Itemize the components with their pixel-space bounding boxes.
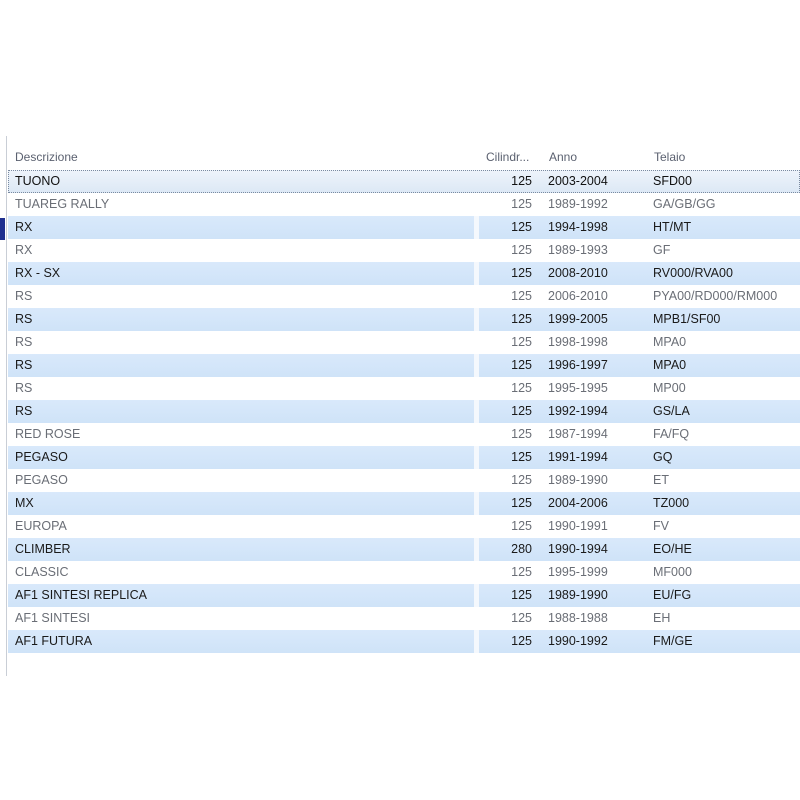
cell-telaio: MP00 bbox=[653, 381, 686, 395]
cell-telaio: ET bbox=[653, 473, 669, 487]
table-row[interactable] bbox=[8, 170, 800, 193]
cell-cilindrata: 125 bbox=[511, 519, 532, 533]
cell-telaio: GQ bbox=[653, 450, 673, 464]
cell-telaio: FV bbox=[653, 519, 669, 533]
cell-telaio: EO/HE bbox=[653, 542, 692, 556]
cell-cilindrata: 125 bbox=[511, 335, 532, 349]
table-row[interactable] bbox=[8, 262, 800, 285]
cell-descrizione: RS bbox=[15, 335, 33, 349]
cell-anno: 1996-1997 bbox=[548, 358, 608, 372]
cell-anno: 1991-1994 bbox=[548, 450, 608, 464]
column-header-anno[interactable]: Anno bbox=[549, 150, 578, 164]
cell-telaio: PYA00/RD000/RM000 bbox=[653, 289, 778, 303]
cell-cilindrata: 125 bbox=[511, 450, 532, 464]
cell-cilindrata: 125 bbox=[511, 381, 532, 395]
cell-anno: 1992-1994 bbox=[548, 404, 608, 418]
cell-descrizione: RS bbox=[15, 289, 33, 303]
table-row[interactable] bbox=[8, 193, 800, 216]
cell-cilindrata: 125 bbox=[511, 588, 532, 602]
models-table bbox=[8, 144, 800, 653]
table-row[interactable] bbox=[8, 630, 800, 653]
cell-cilindrata: 125 bbox=[511, 634, 532, 648]
table-row[interactable] bbox=[8, 607, 800, 630]
cell-anno: 1990-1991 bbox=[548, 519, 608, 533]
cell-telaio: FA/FQ bbox=[653, 427, 690, 441]
cell-anno: 2006-2010 bbox=[548, 289, 608, 303]
cell-descrizione: RED ROSE bbox=[15, 427, 81, 441]
cell-telaio: GF bbox=[653, 243, 671, 257]
cell-cilindrata: 125 bbox=[511, 496, 532, 510]
cell-descrizione: TUAREG RALLY bbox=[15, 197, 110, 211]
cell-telaio: GS/LA bbox=[653, 404, 690, 418]
cell-cilindrata: 125 bbox=[511, 289, 532, 303]
cell-descrizione: MX bbox=[15, 496, 34, 510]
table-row[interactable] bbox=[8, 331, 800, 354]
cell-descrizione: EUROPA bbox=[15, 519, 67, 533]
cell-anno: 1989-1993 bbox=[548, 243, 608, 257]
cell-anno: 1995-1999 bbox=[548, 565, 608, 579]
cell-descrizione: AF1 SINTESI REPLICA bbox=[15, 588, 147, 602]
cell-cilindrata: 125 bbox=[511, 473, 532, 487]
cell-cilindrata: 125 bbox=[511, 565, 532, 579]
cell-cilindrata: 125 bbox=[511, 243, 532, 257]
cell-telaio: MF000 bbox=[653, 565, 692, 579]
table-row[interactable] bbox=[8, 584, 800, 607]
cell-anno: 1987-1994 bbox=[548, 427, 608, 441]
table-row[interactable] bbox=[8, 492, 800, 515]
cell-telaio: RV000/RVA00 bbox=[653, 266, 733, 280]
table-row[interactable] bbox=[8, 446, 800, 469]
cell-cilindrata: 125 bbox=[511, 404, 532, 418]
cell-anno: 2004-2006 bbox=[548, 496, 608, 510]
cell-telaio: FM/GE bbox=[653, 634, 693, 648]
cell-descrizione: CLASSIC bbox=[15, 565, 69, 579]
cell-descrizione: RS bbox=[15, 312, 33, 326]
cell-descrizione: RS bbox=[15, 404, 33, 418]
cell-cilindrata: 125 bbox=[511, 427, 532, 441]
cell-descrizione: TUONO bbox=[15, 174, 61, 188]
cell-anno: 1989-1990 bbox=[548, 473, 608, 487]
cell-telaio: EH bbox=[653, 611, 671, 625]
cell-descrizione: RS bbox=[15, 358, 33, 372]
cell-descrizione: AF1 FUTURA bbox=[15, 634, 93, 648]
table-row[interactable] bbox=[8, 538, 800, 561]
table-row[interactable] bbox=[8, 285, 800, 308]
cell-descrizione: RX bbox=[15, 243, 33, 257]
cell-descrizione: RX - SX bbox=[15, 266, 61, 280]
cell-anno: 2003-2004 bbox=[548, 174, 608, 188]
cell-descrizione: PEGASO bbox=[15, 473, 68, 487]
cell-descrizione: CLIMBER bbox=[15, 542, 71, 556]
cell-descrizione: RS bbox=[15, 381, 33, 395]
cell-anno: 1994-1998 bbox=[548, 220, 608, 234]
cell-telaio: MPB1/SF00 bbox=[653, 312, 721, 326]
table-row[interactable] bbox=[8, 423, 800, 446]
table-row[interactable] bbox=[8, 239, 800, 262]
cell-telaio: EU/FG bbox=[653, 588, 692, 602]
cell-telaio: SFD00 bbox=[653, 174, 692, 188]
table-row[interactable] bbox=[8, 561, 800, 584]
cell-anno: 1990-1992 bbox=[548, 634, 608, 648]
cell-cilindrata: 280 bbox=[511, 542, 532, 556]
table-row[interactable] bbox=[8, 400, 800, 423]
cell-telaio: MPA0 bbox=[653, 335, 687, 349]
cell-anno: 1989-1992 bbox=[548, 197, 608, 211]
cell-anno: 1988-1988 bbox=[548, 611, 608, 625]
cell-telaio: GA/GB/GG bbox=[653, 197, 716, 211]
cell-descrizione: RX bbox=[15, 220, 33, 234]
cell-anno: 1989-1990 bbox=[548, 588, 608, 602]
cell-cilindrata: 125 bbox=[511, 266, 532, 280]
cell-telaio: HT/MT bbox=[653, 220, 692, 234]
cell-anno: 1998-1998 bbox=[548, 335, 608, 349]
table-row[interactable] bbox=[8, 377, 800, 400]
cell-cilindrata: 125 bbox=[511, 174, 532, 188]
table-row[interactable] bbox=[8, 469, 800, 492]
column-header-telaio[interactable]: Telaio bbox=[654, 150, 686, 164]
column-header-descrizione[interactable]: Descrizione bbox=[15, 150, 78, 164]
cell-anno: 2008-2010 bbox=[548, 266, 608, 280]
table-header bbox=[8, 144, 800, 170]
cell-anno: 1995-1995 bbox=[548, 381, 608, 395]
cell-descrizione: AF1 SINTESI bbox=[15, 611, 91, 625]
table-row[interactable] bbox=[8, 308, 800, 331]
cell-cilindrata: 125 bbox=[511, 220, 532, 234]
cell-telaio: MPA0 bbox=[653, 358, 687, 372]
selection-marker bbox=[0, 218, 5, 240]
cell-descrizione: PEGASO bbox=[15, 450, 68, 464]
cell-anno: 1990-1994 bbox=[548, 542, 608, 556]
column-header-cilindrata[interactable]: Cilindr... bbox=[486, 150, 530, 164]
table-body bbox=[8, 170, 800, 653]
cell-cilindrata: 125 bbox=[511, 611, 532, 625]
cell-anno: 1999-2005 bbox=[548, 312, 608, 326]
table-row[interactable] bbox=[8, 216, 800, 239]
table-row[interactable] bbox=[8, 515, 800, 538]
table-row[interactable] bbox=[8, 354, 800, 377]
cell-cilindrata: 125 bbox=[511, 358, 532, 372]
cell-cilindrata: 125 bbox=[511, 312, 532, 326]
cell-telaio: TZ000 bbox=[653, 496, 690, 510]
left-panel-edge bbox=[0, 136, 7, 676]
cell-cilindrata: 125 bbox=[511, 197, 532, 211]
